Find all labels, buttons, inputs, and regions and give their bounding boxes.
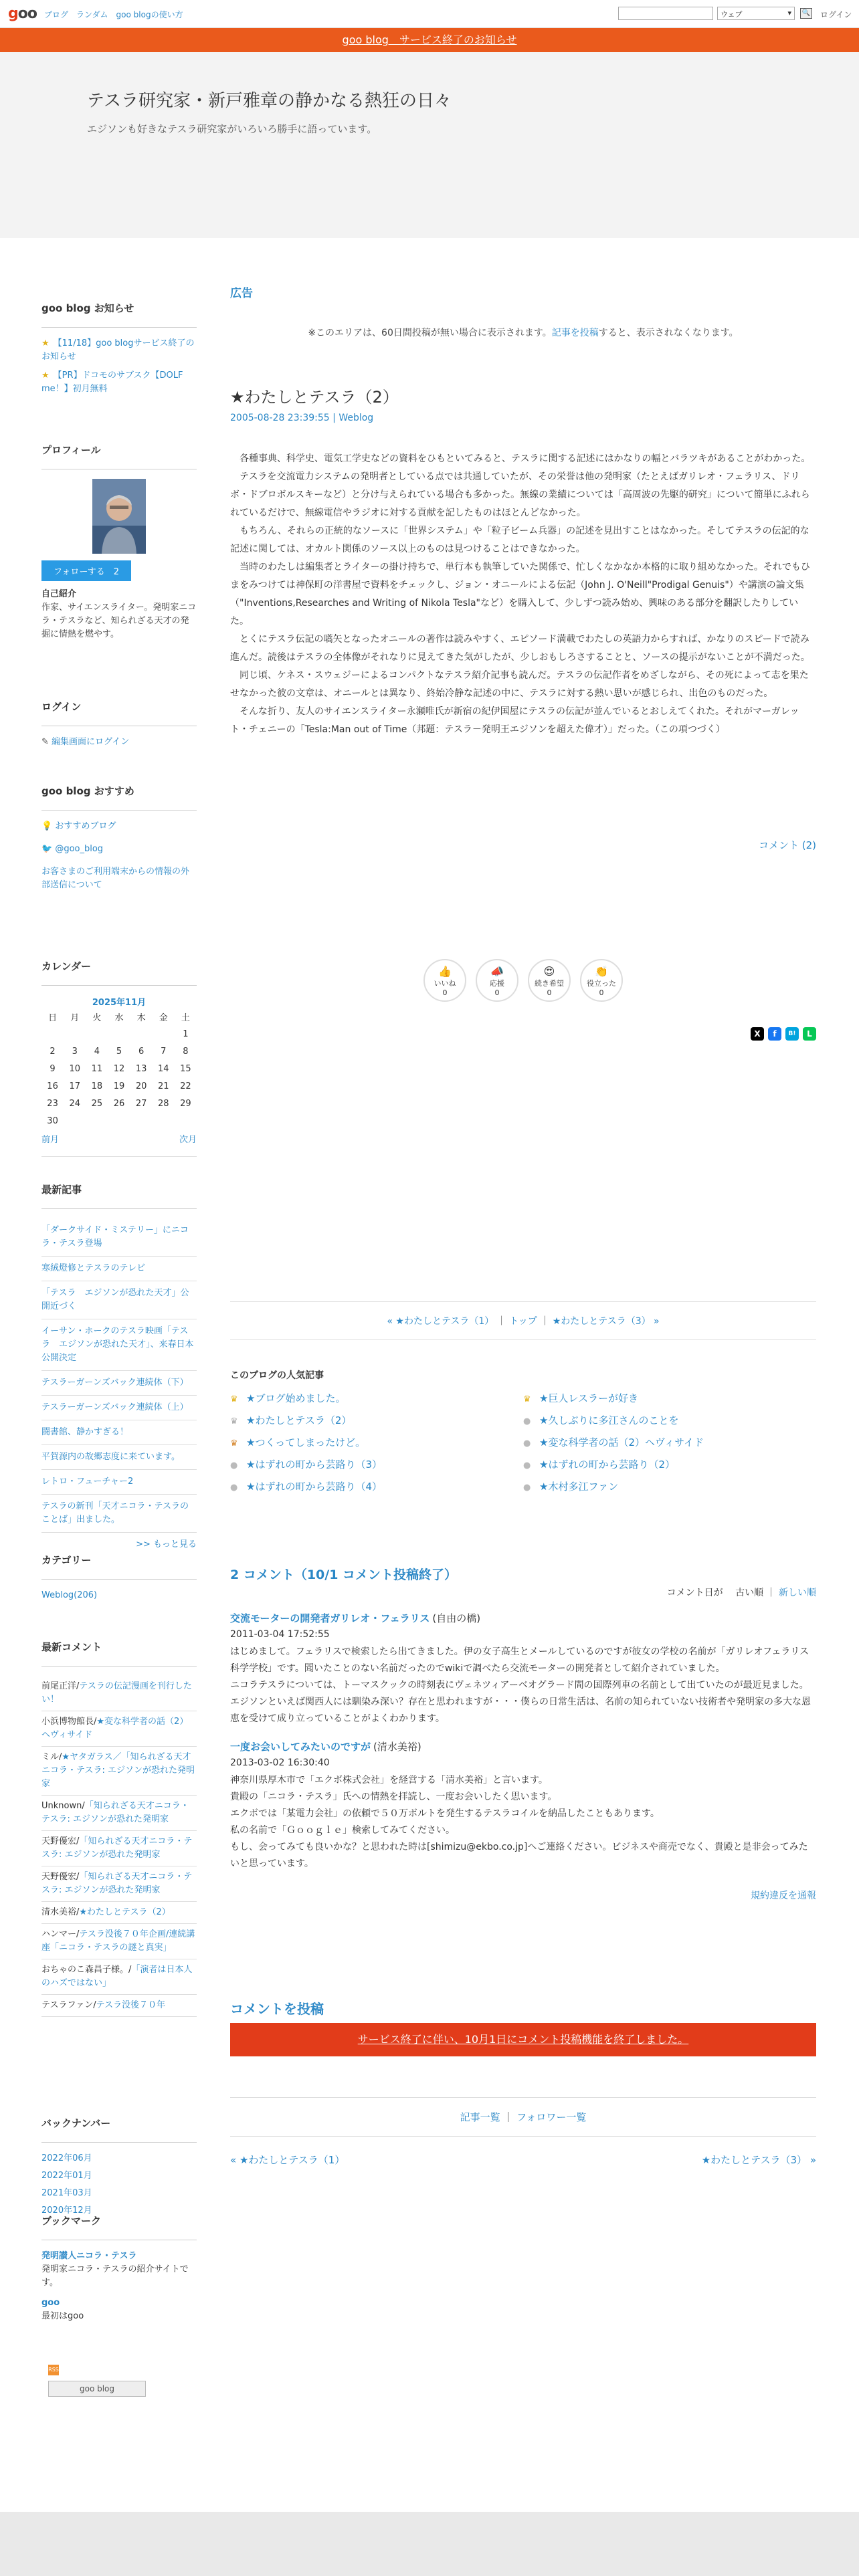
recommend-title: goo blog おすすめ	[41, 784, 197, 811]
pencil-icon: ✎	[41, 737, 52, 747]
post-paragraph: 各種事典、科学史、電気工学史などの資料をひもといてみると、テスラに関する記述にはかなりの幅とバラツキがあることがわかった。	[240, 453, 811, 464]
top-bar	[0, 0, 859, 28]
comment-title[interactable]: 一度お会いしてみたいのですが (清水美裕)	[230, 1741, 421, 1753]
comment-line: 私の名前で「Ｇｏｏｇｌｅ」検索してみてください。	[230, 1825, 455, 1836]
calendar-day: 17	[69, 1081, 80, 1091]
reaction-count: 0	[599, 988, 604, 997]
calendar-day	[108, 1025, 130, 1043]
recent-comment: 天野優宏/「知られざる天才ニコラ・テスラ: エジソンが恐れた発明家	[41, 1831, 197, 1866]
x-share-icon[interactable]: X	[751, 1027, 764, 1041]
calendar-weekday: 金	[159, 1012, 168, 1023]
thumbs-up-icon: 👍	[438, 965, 452, 978]
calendar-day: 5	[116, 1046, 122, 1057]
recent-article-link[interactable]: テスラーガーンズバック連続体（上）	[41, 1396, 197, 1420]
calendar-day: 14	[158, 1063, 169, 1074]
post-article-link[interactable]: 記事を投稿	[551, 328, 599, 338]
comment	[230, 1611, 816, 1727]
reaction-count: 0	[494, 988, 500, 997]
edit-login-link[interactable]: ✎ 編集画面にログイン	[41, 737, 130, 747]
backnumber-link[interactable]: 2022年06月	[41, 2153, 92, 2163]
calendar-day: 6	[138, 1046, 145, 1057]
calendar-weekday: 土	[181, 1012, 190, 1023]
calendar-day: 9	[50, 1063, 56, 1074]
list-links: 記事一覧 ｜ フォロワー一覧 « ★わたしとテスラ（1） ★わたしとテスラ（3） »	[230, 2097, 816, 2167]
recent-article-link[interactable]: 闘書館、静かすぎる！	[41, 1420, 197, 1445]
comment-article-link[interactable]: テスラの伝記漫画を刊行したい！	[41, 1681, 192, 1705]
intro-label: 自己紹介	[41, 589, 77, 599]
comment-title[interactable]: 交流モーターの開発者ガリレオ・フェラリス (自由の橋)	[230, 1612, 481, 1624]
reactions	[230, 959, 816, 1002]
follow-button[interactable]: フォローする 2	[41, 560, 131, 581]
comment-date: 2013-03-02 16:30:40	[230, 1757, 330, 1768]
calendar-day	[153, 1025, 175, 1043]
comment-article-link[interactable]: テスラ没後７０年企画/連続講座「ニコラ・テスラの謎と真実」	[41, 1929, 195, 1953]
backnumber-title: バックナンバー	[41, 2116, 197, 2143]
calendar-day	[64, 1112, 86, 1130]
facebook-share-icon[interactable]: f	[768, 1027, 781, 1041]
comment-author: おちゃのこ森昌子様。	[41, 1965, 129, 1975]
rss-icon[interactable]: RSS	[48, 2365, 59, 2375]
comment-author: 小浜博物館長	[41, 1717, 94, 1727]
reaction-button[interactable]	[528, 959, 571, 1002]
popular-article[interactable]: ♛ ★わたしとテスラ（2）	[230, 1414, 352, 1426]
calendar-title: カレンダー	[41, 959, 197, 986]
comment-author: ハンマー	[41, 1929, 77, 1939]
notice-item[interactable]: ★ 【PR】ドコモのサブスク【DOLF me！】初月無料	[41, 370, 183, 394]
blog-description: エジソンも好きなテスラ研究家がいろいろ勝手に語っています。	[87, 123, 377, 135]
calendar-day: 8	[183, 1046, 189, 1057]
search-input[interactable]	[618, 7, 713, 20]
reaction-button[interactable]	[423, 959, 466, 1002]
rank-icon: ●	[523, 1461, 531, 1471]
crown-icon: ♛	[523, 1394, 531, 1404]
post-meta: 2005-08-28 23:39:55 | Weblog	[230, 413, 374, 423]
calendar-day: 3	[72, 1046, 78, 1057]
popular-article[interactable]: ● ★木村多江ファン	[523, 1481, 619, 1493]
post-date: 2005-08-28 23:39:55	[230, 413, 330, 423]
next-post-link[interactable]: ★わたしとテスラ（3） »	[552, 1316, 660, 1327]
recommend-item[interactable]: 💡 おすすめブログ	[41, 821, 116, 831]
comment-author: ミル	[41, 1752, 60, 1762]
recommend-item[interactable]: お客さまのご利用端末からの情報の外部送信について	[41, 867, 190, 890]
calendar-day: 19	[113, 1081, 125, 1091]
recent-article-link[interactable]: 「ダークサイド・ミステリー」にニコラ・テスラ登場	[41, 1218, 197, 1257]
sort-old[interactable]: 古い順	[735, 1588, 764, 1598]
goo-blog-badge[interactable]: goo blog	[48, 2381, 146, 2397]
calendar-day: 30	[47, 1115, 58, 1126]
calendar-weekday: 火	[92, 1012, 102, 1023]
notice-section	[41, 301, 197, 396]
calendar-day: 11	[91, 1063, 103, 1074]
rank-icon: ●	[230, 1461, 238, 1471]
profile-section	[41, 443, 197, 641]
goo-logo[interactable]: goo	[8, 5, 37, 22]
next-post-link[interactable]: ★わたしとテスラ（3） »	[701, 2154, 816, 2166]
calendar-day: 4	[94, 1046, 100, 1057]
avatar[interactable]	[92, 479, 146, 554]
comment-article-link[interactable]: ★変な科学者の話（2）ヘヴィサイド	[41, 1717, 189, 1740]
comment-article-link[interactable]: テスラ没後７０年	[96, 2000, 166, 2010]
recent-section	[41, 1182, 197, 1551]
calendar-day: 23	[47, 1098, 58, 1109]
notice-item[interactable]: ★ 【11/18】goo blogサービス終了のお知らせ	[41, 338, 195, 362]
popular-article[interactable]: ● ★はずれの町から芸路り（4）	[230, 1481, 382, 1493]
popular-article[interactable]: ● ★変な科学者の話（2）ヘヴィサイド	[523, 1436, 704, 1448]
popular-article[interactable]: ● ★はずれの町から芸路り（3）	[230, 1459, 382, 1471]
calendar-day	[108, 1112, 130, 1130]
recent-comment: Unknown/「知られざる天才ニコラ・テスラ: エジソンが恐れた発明家	[41, 1796, 197, 1831]
top-nav-random[interactable]: ランダム	[76, 10, 108, 19]
login-title: ログイン	[41, 700, 197, 726]
report-link[interactable]: 規約違反を通報	[751, 1891, 816, 1901]
post-pager: « ★わたしとテスラ（1） ｜ トップ ｜ ★わたしとテスラ（3） »	[230, 1301, 816, 1340]
calendar-weekday: 木	[136, 1012, 146, 1023]
post-paragraph: とくにテスラ伝記の嚆矢となったオニールの著作は読みやすく、エピソード満載でわたしの英語力からすれば、かなりのスピードで読み進んだ。読後はテスラの全体像がそれなりに見えてきた気がしたが、少しおもしろさすることと、ソースの提示がないことが不満だった。	[230, 634, 810, 663]
popular-article[interactable]: ♛ ★巨人レスラーが好き	[523, 1392, 638, 1404]
reaction-label: いいね	[434, 979, 456, 988]
calendar-day	[175, 1112, 197, 1130]
comment-article-link[interactable]: 「知られざる天才ニコラ・テスラ: エジソンが恐れた発明家	[41, 1801, 189, 1824]
comment-closed-notice[interactable]: サービス終了に伴い、10月1日にコメント投稿機能を終了しました。	[230, 2023, 816, 2056]
post-paragraph: 当時のわたしは編集者とライターの掛け持ちで、単行本も執筆していた関係で、忙しくなかなか本格的に取り組めなかった。それでもひまをみつけては神保町の洋書屋で資料をチェックし、ジョン・オニールによる伝記（John J. O'Neill"Prodigal Genuis"）や講演の論文集（"Inventions,Researches and Writing of Nikola Tesla"など）を購入して、少しずつ読み始め、興味のある部分を翻訳したりしていた。	[230, 562, 810, 627]
bookmark-desc: 最初はgoo	[41, 2311, 84, 2321]
popular-article[interactable]: ♛ ★つくってしまったけど。	[230, 1436, 366, 1448]
search-icon[interactable]: 🔍	[800, 8, 812, 19]
top-nav-blog[interactable]: ブログ	[44, 10, 69, 19]
reaction-count: 0	[547, 988, 552, 997]
bookmark-section	[41, 2214, 197, 2323]
crown-icon: ♛	[230, 1438, 238, 1448]
calendar-day: 28	[158, 1098, 169, 1109]
category-title: カテゴリー	[41, 1553, 197, 1580]
recent-comment: 小浜博物館長/★変な科学者の話（2）ヘヴィサイド	[41, 1711, 197, 1747]
post-title[interactable]: ★わたしとテスラ（2）	[230, 388, 399, 407]
recommend-item[interactable]: 🐦 @goo_blog	[41, 844, 104, 854]
popular-title: このブログの人気記事	[230, 1370, 324, 1381]
recent-article-link[interactable]: 平賀源内の故郷志度に来ています。	[41, 1445, 197, 1470]
popular-article[interactable]: ● ★はずれの町から芸路り（2）	[523, 1459, 675, 1471]
bookmark-link[interactable]: 発明讃人ニコラ・テスラ	[41, 2251, 137, 2261]
calendar-day: 15	[180, 1063, 191, 1074]
comment-date: 2011-03-04 17:52:55	[230, 1629, 330, 1640]
comment-author: (清水美裕)	[373, 1741, 421, 1753]
backnumber-link[interactable]: 2022年01月	[41, 2171, 92, 2181]
post-comment-title: コメントを投稿	[230, 2001, 324, 2017]
recent-comment: 前尾正洋/テスラの伝記漫画を刊行したい！	[41, 1676, 197, 1711]
backnumber-link[interactable]: 2021年03月	[41, 2188, 92, 2198]
comment-line: 神奈川県厚木市で「エクボ株式会社」を経営する「清水美裕」と言います。	[230, 1775, 548, 1786]
comment-author: 天野優宏	[41, 1836, 77, 1846]
reaction-count: 0	[442, 988, 448, 997]
line-share-icon[interactable]: L	[803, 1027, 816, 1041]
more-link[interactable]: >> もっと見る	[136, 1539, 197, 1549]
recent-article-link[interactable]: テスラーガーンズバック連続体（下）	[41, 1371, 197, 1396]
feed-section	[41, 2365, 197, 2397]
comment-body	[230, 1644, 816, 1727]
comment-sort: コメント日が 古い順 ｜ 新しい順	[666, 1588, 816, 1598]
calendar-day	[130, 1112, 153, 1130]
calendar-weekday: 月	[70, 1012, 80, 1023]
follower-list-link[interactable]: フォロワー一覧	[516, 2111, 587, 2123]
crown-icon: ♛	[230, 1416, 238, 1426]
comment-author: 天野優宏	[41, 1872, 77, 1882]
comment-article-link[interactable]: 「演者は日本人のハズではない」	[41, 1965, 193, 1988]
comment-line: エジソンといえば関西人には馴染み深い？存在と思われますが・・・僕らの日常生活は、名前の知られていない技術者や発明家の多大な恩恵を受けて成り立っていることがよくわかります。	[230, 1697, 811, 1724]
calendar-day	[86, 1112, 108, 1130]
calendar-day: 26	[113, 1098, 125, 1109]
recent-article-link[interactable]: 寒絨燈修とテスラのテレビ	[41, 1257, 197, 1281]
calendar-day	[41, 1025, 64, 1043]
calendar-day: 20	[135, 1081, 147, 1091]
ad-title: 広告	[230, 287, 253, 300]
recent-comment: 清水美裕/★わたしとテスラ（2）	[41, 1902, 197, 1924]
comments-section	[41, 1640, 197, 2017]
top-link[interactable]: トップ	[509, 1316, 537, 1327]
recent-article-link[interactable]: テスラの新刊「天才ニコラ・テスラのことば」出ました。	[41, 1495, 197, 1533]
comment-author: (自由の橋)	[432, 1612, 481, 1624]
recent-title: 最新記事	[41, 1182, 197, 1209]
comment-article-link[interactable]: 「知られざる天才ニコラ・テスラ: エジソンが恐れた発明家	[41, 1836, 193, 1860]
calendar-weekday: 日	[48, 1012, 58, 1023]
bookmark-desc: 発明家ニコラ・テスラの紹介サイトです。	[41, 2264, 189, 2288]
profile-title: プロフィール	[41, 443, 197, 469]
calendar-section	[41, 959, 197, 1157]
calendar-month: 2025年11月	[92, 998, 147, 1008]
post-section	[230, 384, 816, 852]
reaction-button[interactable]	[580, 959, 623, 1002]
share-buttons	[230, 1027, 816, 1041]
recent-article-link[interactable]: レトロ・フューチャー2	[41, 1470, 197, 1495]
calendar-day: 25	[91, 1098, 103, 1109]
star-icon: ★	[41, 370, 50, 381]
comment-count-link[interactable]: コメント (2)	[758, 839, 816, 851]
reaction-label: 役立った	[587, 979, 616, 988]
recent-comment: ハンマー/テスラ没後７０年企画/連続講座「ニコラ・テスラの謎と真実」	[41, 1924, 197, 1959]
popular-section	[230, 1368, 816, 1493]
comment-author: テスラファン	[41, 2000, 94, 2010]
star-icon: ★	[41, 338, 50, 348]
calendar-day: 1	[183, 1029, 189, 1039]
top-nav-howto[interactable]: goo blogの使い方	[116, 10, 183, 19]
prev-post-link[interactable]: « ★わたしとテスラ（1）	[230, 2154, 345, 2166]
comment-line: 貴殿の「ニコラ・テスラ」氏への情熱を拝読し、一度お会いしたく思います。	[230, 1792, 557, 1802]
recent-comment: テスラファン/テスラ没後７０年	[41, 1995, 197, 2017]
comment-article-link[interactable]: ★ヤタガラス／「知られざる天才ニコラ・テスラ: エジソンが恐れた発明家	[41, 1752, 195, 1789]
calendar-day: 7	[161, 1046, 167, 1057]
intro-text: 作家、サイエンスライター。発明家ニコラ・テスラなど、知られざる天才の発掘に情熱を燃やす。	[41, 603, 197, 639]
rank-icon: ●	[523, 1416, 531, 1426]
calendar-day: 12	[113, 1063, 125, 1074]
category-section	[41, 1553, 197, 1602]
calendar-day: 29	[180, 1098, 191, 1109]
post-paragraph: 同じ頃、ケネス・スウェジーによるコンパクトなテスラ紹介記事も読んだ。テスラの伝記作者をめざしながら、その死によって志を果たせなかった彼の文章は、オニールとは異なり、終始冷静な記述の中に、テスラに対する熱い思いが感じられ、出色のものだった。	[230, 670, 809, 699]
post-paragraph: もちろん、それらの正統的なソースに「世界システム」や「粒子ビーム兵器」の記述を見出すことはなかった。そしてテスラの伝記的な記述に関しては、オカルト関係のソース以上のものは見つけることはできなかった。	[230, 526, 809, 554]
rank-icon: ●	[230, 1483, 238, 1493]
comment-line: ニコラテスラについては、トーマスクックの時刻表にヴェネツィアーベオグラード間の国際列車の名前として出ていたのが最近見ました。	[230, 1680, 809, 1691]
prev-post-link[interactable]: « ★わたしとテスラ（1）	[387, 1316, 494, 1327]
blog-title[interactable]: テスラ研究家・新戸雅章の静かなる熱狂の日々	[87, 91, 452, 111]
bird-icon: 🐦	[41, 844, 56, 854]
calendar-table	[41, 1008, 197, 1130]
comment	[230, 1739, 816, 1872]
recent-article-link[interactable]: イーサン・ホークのテスラ映画「テスラ エジソンが恐れた天才」、来春日本公開決定	[41, 1319, 197, 1371]
reaction-label: 続き希望	[535, 979, 564, 988]
calendar-day: 13	[135, 1063, 147, 1074]
backnumber-section	[41, 2116, 197, 2216]
calendar-day: 24	[69, 1098, 80, 1109]
calendar-day: 27	[135, 1098, 147, 1109]
search-scope-select[interactable]: ウェブ ▾	[717, 7, 795, 20]
megaphone-icon: 📣	[490, 965, 504, 978]
top-nav	[44, 9, 183, 20]
comments-area	[230, 1565, 816, 1902]
login-link[interactable]: ログイン	[820, 10, 852, 19]
post-body	[230, 450, 816, 739]
comment-author: Unknown	[41, 1801, 82, 1811]
bulb-icon: 💡	[41, 821, 56, 831]
category-item[interactable]: Weblog(206)	[41, 1590, 98, 1600]
comment-line: もし、会ってみても良いかな？と思われた時は[shimizu@ekbo.co.jp]へご連絡ください。ビジネスや商売でなく、貴殿と是非会ってみたいと思っています。	[230, 1842, 808, 1869]
calendar-weekday: 水	[114, 1012, 124, 1023]
calendar-day: 21	[158, 1081, 169, 1091]
reaction-label: 応援	[490, 979, 504, 988]
comment-author: 前尾正洋	[41, 1681, 77, 1691]
post-paragraph: テスラを交流電力システムの発明者としている点では共通していたが、その栄誉は他の発明家（たとえばガリレオ・フェラリス、ドリボ・ドブロボルスキーなど）と分け与えられている場合も多かった。無線の業績については「高周波の先駆的研究」について簡単にふれられているだけで、無線電信やラジオに対する貢献を記したものはほとんどなかった。	[230, 471, 810, 518]
comment-article-link[interactable]: ★わたしとテスラ（2）	[79, 1907, 171, 1917]
comment-line: はじめまして。フェラリスで検索したら出てきました。伊の女子高生とメールしているのですが彼女の学校の名前が「ガリレオフェラリス科学学校」です。聞いたことのない名前だったのでwikiで調べたら交流モーターの開発者として紹介されていました。	[230, 1646, 809, 1674]
rank-icon: ●	[523, 1438, 531, 1448]
page-body	[0, 238, 859, 2512]
recent-comments-title: 最新コメント	[41, 1640, 197, 1667]
popular-article[interactable]: ♛ ★ブログ始めました。	[230, 1392, 346, 1404]
hatena-share-icon[interactable]: B!	[785, 1027, 799, 1041]
calendar-day: 18	[91, 1081, 103, 1091]
footer	[0, 2512, 859, 2576]
calendar-day	[86, 1025, 108, 1043]
post-comment-section	[230, 1998, 816, 2056]
comment-article-link[interactable]: 「知られざる天才ニコラ・テスラ: エジソンが恐れた発明家	[41, 1872, 193, 1895]
sort-new[interactable]: 新しい順	[779, 1588, 816, 1598]
rank-icon: ●	[523, 1483, 531, 1493]
ad-section	[230, 284, 816, 339]
comment-line: エクボでは「某電力会社」の依頼で５０万ボルトを発生するテスラコイルを納品したこともあります。	[230, 1808, 660, 1819]
calendar-day: 16	[47, 1081, 58, 1091]
reaction-button[interactable]	[476, 959, 518, 1002]
calendar-day	[130, 1025, 153, 1043]
notice-title: goo blog お知らせ	[41, 301, 197, 328]
crown-icon: ♛	[230, 1394, 238, 1404]
bookmark-link[interactable]: goo	[41, 2298, 60, 2308]
heart-eyes-icon: 😍	[543, 965, 555, 978]
service-end-banner[interactable]: goo blog サービス終了のお知らせ	[0, 28, 859, 52]
article-list-link[interactable]: 記事一覧	[460, 2111, 500, 2123]
recent-comment: おちゃのこ森昌子様。/「演者は日本人のハズではない」	[41, 1959, 197, 1995]
popular-article[interactable]: ● ★久しぶりに多江さんのことを	[523, 1414, 679, 1426]
comment-author: 清水美裕	[41, 1907, 77, 1917]
bookmark-title: ブックマーク	[41, 2214, 197, 2240]
post-paragraph: そんな折り、友人のサイエンスライター永瀬唯氏が新宿の紀伊国屋にテスラの伝記が並んでいるとおしえてくれた。それがマーガレット・チェニーの「Tesla:Man out of Time（邦題：テスラ－発明王エジソンを超えた偉才）」だった。（この項つづく）	[230, 706, 799, 735]
calendar-day	[153, 1112, 175, 1130]
calendar-prev[interactable]: 前月	[41, 1135, 60, 1145]
recommend-section	[41, 784, 197, 892]
calendar-day: 2	[50, 1046, 56, 1057]
blog-header	[0, 52, 859, 238]
calendar-next[interactable]: 次月	[179, 1135, 197, 1145]
recent-article-link[interactable]: 「テスラ エジソンが恐れた天才」公開近づく	[41, 1281, 197, 1319]
comment-body	[230, 1772, 816, 1872]
comments-title: 2 コメント（10/1 コメント投稿終了）	[230, 1568, 458, 1582]
backnumber-link[interactable]: 2020年12月	[41, 2206, 92, 2216]
calendar-day	[64, 1025, 86, 1043]
calendar-day: 22	[180, 1081, 191, 1091]
login-section	[41, 700, 197, 749]
recent-comment: ミル/★ヤタガラス／「知られざる天才ニコラ・テスラ: エジソンが恐れた発明家	[41, 1747, 197, 1796]
recent-comment: 天野優宏/「知られざる天才ニコラ・テスラ: エジソンが恐れた発明家	[41, 1866, 197, 1902]
post-category[interactable]: Weblog	[339, 413, 374, 423]
clap-icon: 👏	[595, 965, 608, 978]
calendar-day: 10	[69, 1063, 80, 1074]
ad-note: ※このエリアは、60日間投稿が無い場合に表示されます。記事を投稿すると、表示されなくなります。	[308, 328, 739, 338]
